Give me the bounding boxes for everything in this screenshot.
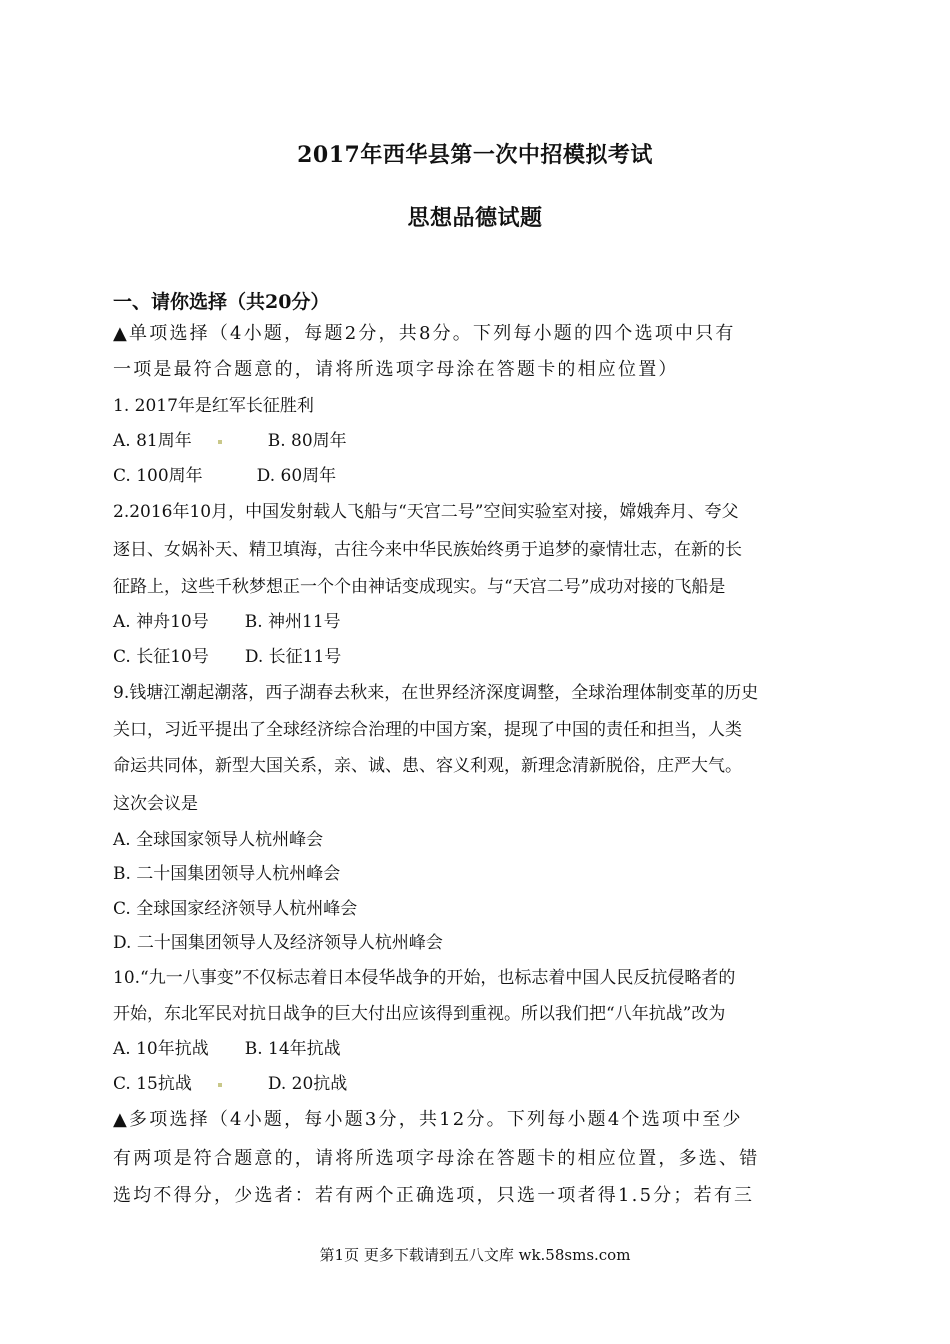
- question-10-option-c: C. 15抗战: [113, 1074, 192, 1094]
- question-10-option-b: B. 14年抗战: [244, 1039, 341, 1059]
- question-9-option-a: A. 全球国家领导人杭州峰会: [113, 830, 324, 850]
- question-9-stem-line-3: 命运共同体，新型大国关系，亲、诚、患、容义利观，新理念清新脱俗，庄严大气。: [113, 756, 742, 776]
- question-1-option-b: B. 80周年: [267, 431, 347, 451]
- question-9-option-c: C. 全球国家经济领导人杭州峰会: [113, 899, 358, 919]
- question-2-stem-line-2: 逐日、女娲补天、精卫填海，古往今来中华民族始终勇于追梦的豪情壮志，在新的长: [113, 540, 742, 560]
- question-2-options-row-1: [113, 610, 843, 634]
- multiple-choice-instruction-line-3: 选均不得分，少选者：若有两个正确选项，只选一项者得1.5分；若有三: [113, 1185, 755, 1206]
- exam-subtitle: 思想品德试题: [407, 205, 543, 231]
- question-9-option-d: D. 二十国集团领导人及经济领导人杭州峰会: [113, 933, 443, 953]
- question-2-option-c: C. 长征10号: [113, 647, 209, 667]
- question-1-option-c: C. 100周年: [113, 466, 203, 486]
- question-9-stem-line-4: 这次会议是: [113, 794, 198, 814]
- question-10-option-a: A. 10年抗战: [113, 1039, 209, 1059]
- question-1-option-d: D. 60周年: [256, 466, 337, 486]
- multiple-choice-instruction-line-1: ▲多项选择（4小题，每小题3分，共12分。下列每小题4个选项中至少: [113, 1109, 743, 1130]
- single-choice-instruction-line-2: 一项是最符合题意的，请将所选项字母涂在答题卡的相应位置）: [113, 359, 679, 380]
- section-heading: 一、请你选择（共20分）: [113, 291, 330, 313]
- question-10-options-row-1: [113, 1037, 843, 1061]
- question-9-stem-line-1: 9.钱塘江潮起潮落，西子湖春去秋来，在世界经济深度调整，全球治理体制变革的历史: [113, 683, 759, 703]
- question-2-option-a: A. 神舟10号: [113, 612, 209, 632]
- question-10-stem-line-2: 开始，东北军民对抗日战争的巨大付出应该得到重视。所以我们把“八年抗战”改为: [113, 1004, 726, 1024]
- question-1-options-row-1: [113, 429, 843, 453]
- question-2-stem-line-1: 2.2016年10月，中国发射载人飞船与“天宫二号”空间实验室对接，嫦娥奔月、夸父: [113, 502, 739, 522]
- question-10-stem-line-1: 10.“九一八事变”不仅标志着日本侵华战争的开始，也标志着中国人民反抗侵略者的: [113, 968, 736, 988]
- question-1-stem: 1. 2017年是红军长征胜利: [113, 396, 314, 416]
- question-10-options-row-2: [113, 1072, 843, 1096]
- question-2-option-d: D. 长征11号: [244, 647, 342, 667]
- page-footer: 第1页 更多下载请到五八文库 wk.58sms.com: [319, 1246, 631, 1264]
- question-9-option-b: B. 二十国集团领导人杭州峰会: [113, 864, 341, 884]
- question-2-option-b: B. 神州11号: [244, 612, 341, 632]
- multiple-choice-instruction-line-2: 有两项是符合题意的，请将所选项字母涂在答题卡的相应位置，多选、错: [113, 1148, 760, 1169]
- question-2-stem-line-3: 征路上，这些千秋梦想正一个个由神话变成现实。与“天宫二号”成功对接的飞船是: [113, 577, 726, 597]
- single-choice-instruction-line-1: ▲单项选择（4小题，每题2分，共8分。下列每小题的四个选项中只有: [113, 323, 736, 344]
- question-1-options-row-2: [113, 464, 843, 488]
- scan-speck: [218, 1083, 222, 1087]
- exam-title: 2017年西华县第一次中招模拟考试: [297, 142, 653, 168]
- scan-speck: [218, 440, 222, 444]
- question-1-option-a: A. 81周年: [113, 431, 192, 451]
- question-2-options-row-2: [113, 645, 843, 669]
- question-9-stem-line-2: 关口，习近平提出了全球经济综合治理的中国方案，提现了中国的责任和担当，人类: [113, 720, 742, 740]
- question-10-option-d: D. 20抗战: [267, 1074, 348, 1094]
